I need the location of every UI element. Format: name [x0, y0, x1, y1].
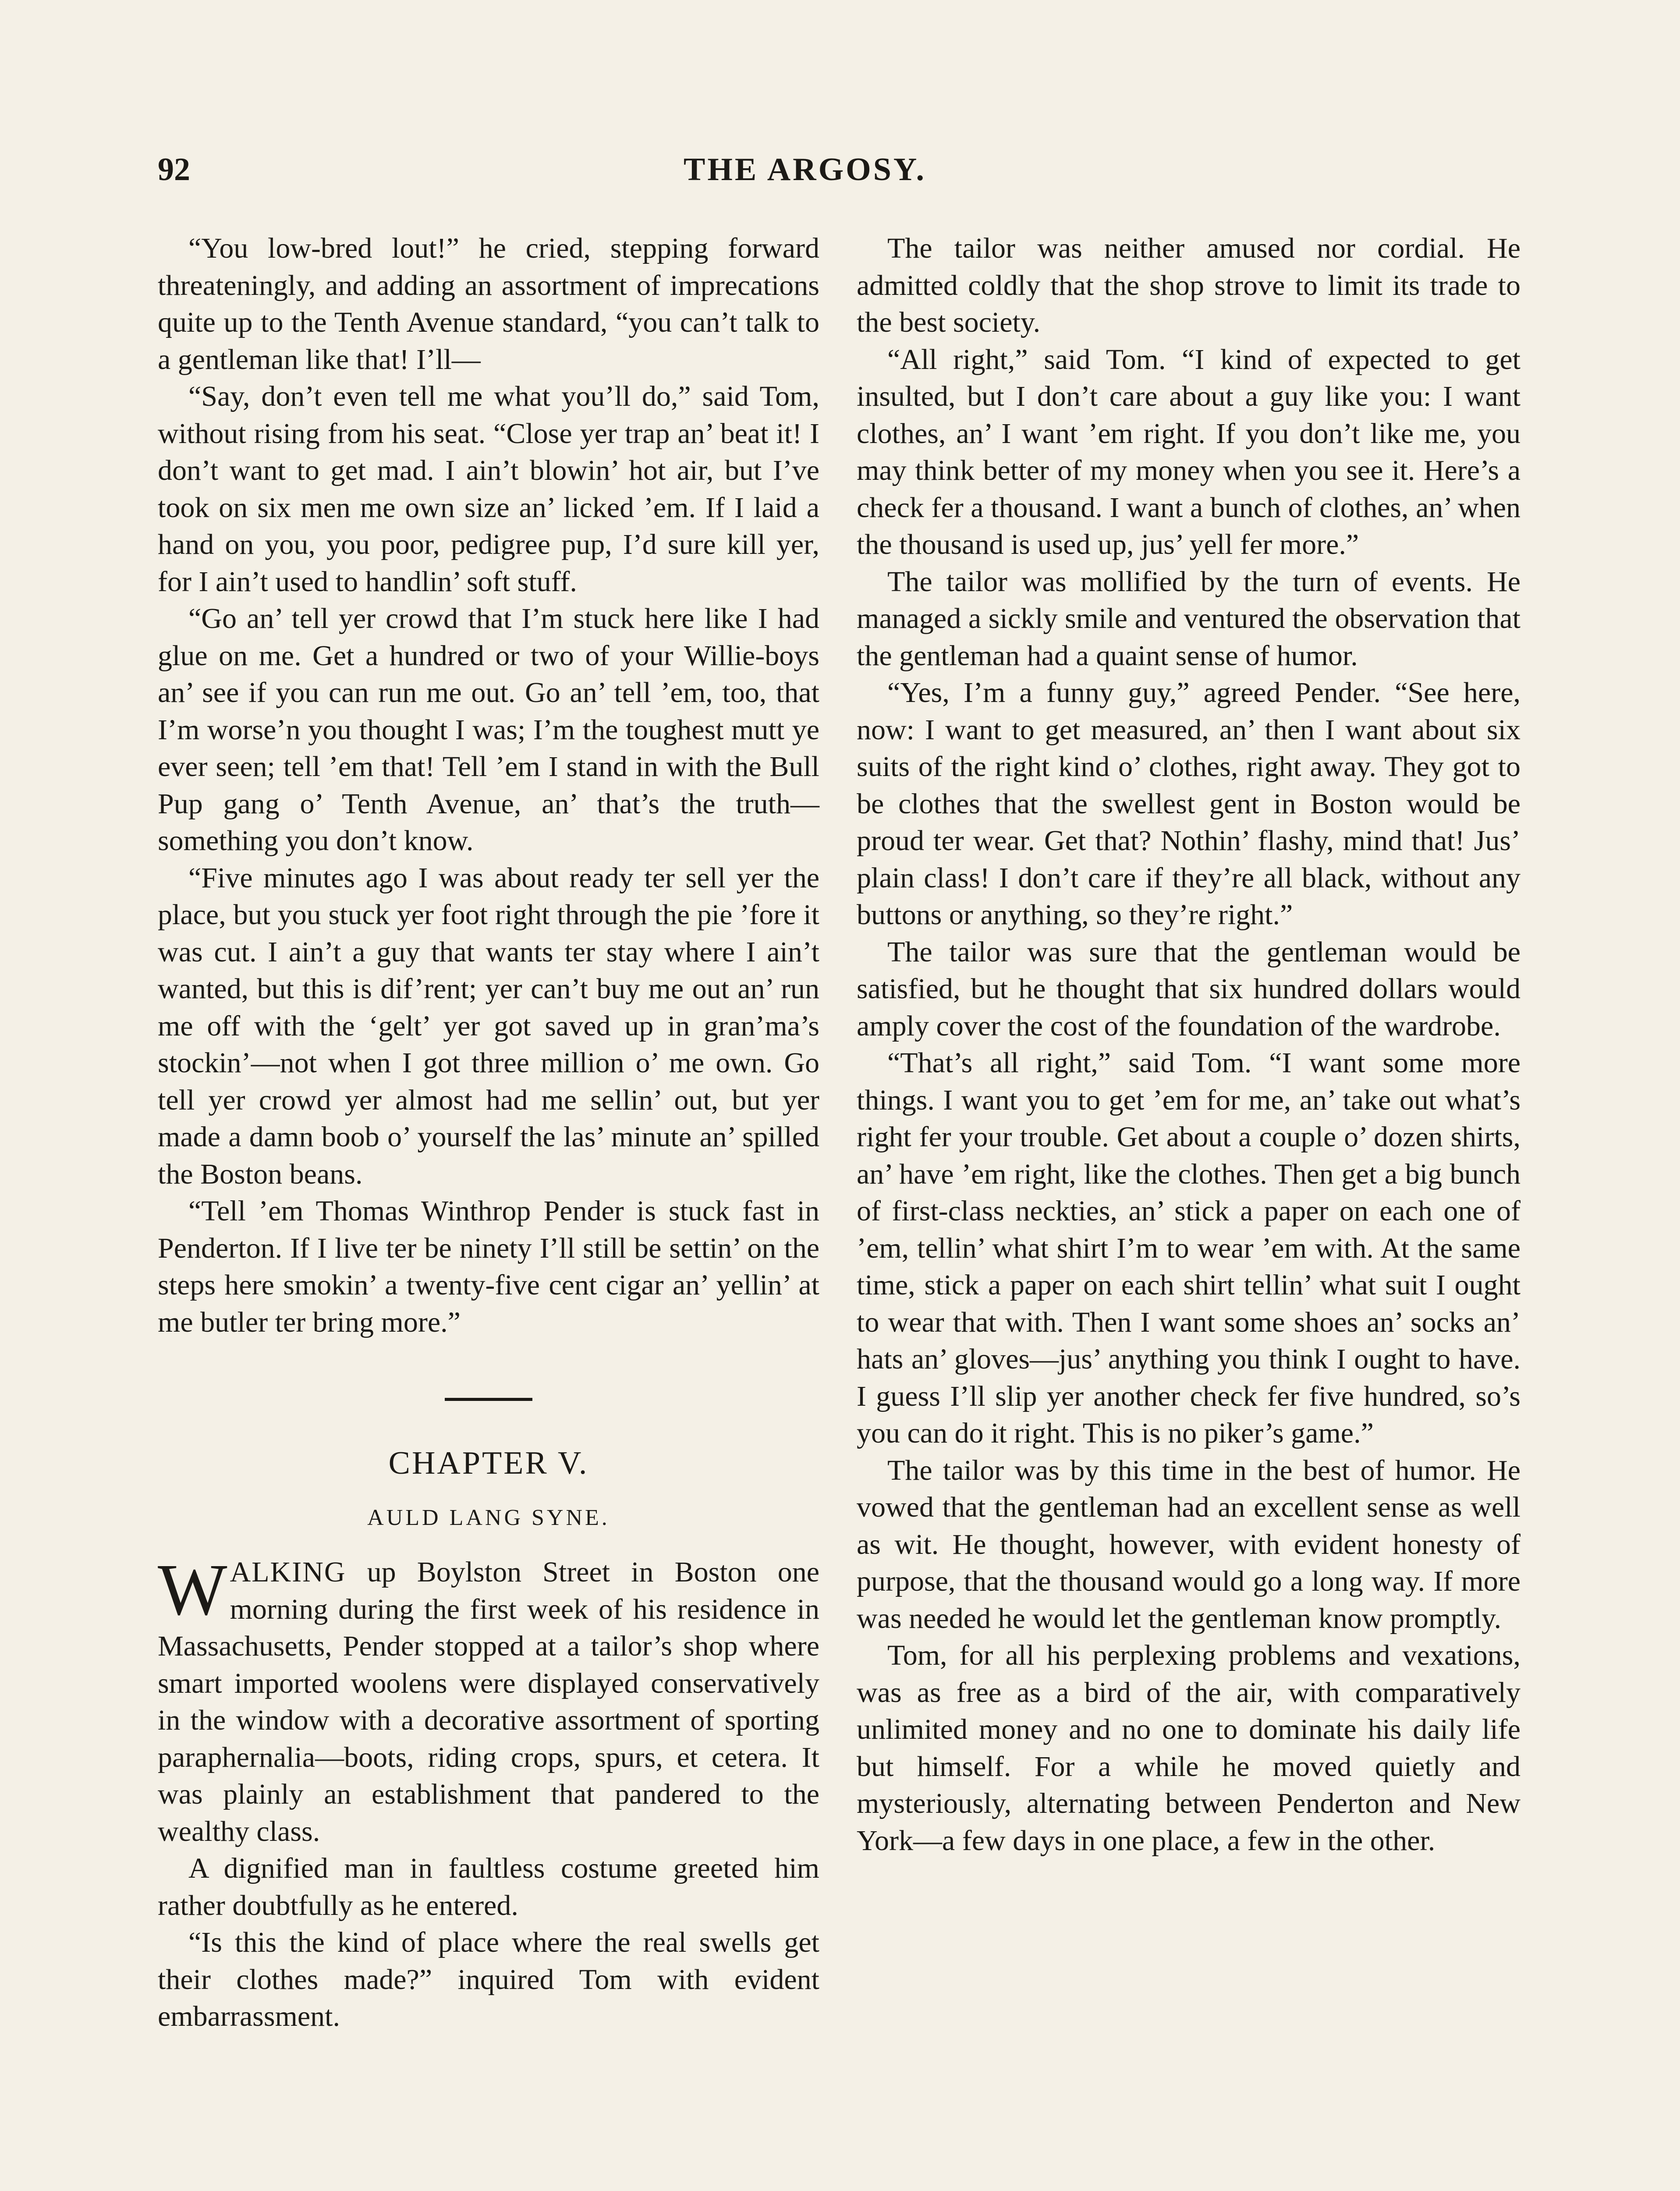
paragraph: “Yes, I’m a funny guy,” agreed Pender. “See here, now: I want to get measured, an’ then I want about six suits of the right kind o’ clothes, right away. They got to be clothes that the swellest gent in Boston would be proud ter wear. Get that? Nothin’ flashy, mind that! Jus’ plain class! I don’t care if they’re all black, without any buttons or anything, so they’re right.”	[857, 677, 1521, 931]
chapter-subtitle: AULD LANG SYNE.	[367, 1505, 610, 1530]
paragraph: The tailor was by this time in the best of humor. He vowed that the gentleman had an excellent sense as well as wit. He thought, however, with evident honesty of purpose, that the thousand would go a long way. If more was needed he would let the gentleman know promptly.	[857, 1454, 1521, 1634]
left-column	[158, 230, 819, 2035]
paragraph: The tailor was mollified by the turn of events. He managed a sickly smile and ventured the observation that the gentleman had a quaint sense of humor.	[857, 565, 1521, 672]
paragraph: Tom, for all his perplexing problems and vexations, was as free as a bird of the air, with comparatively unlimited money and no one to dominate his daily life but himself. For a while he moved quietly and mysteriously, alternating between Penderton and New York—a few days in one place, a few in the other.	[857, 1639, 1521, 1857]
paragraph: The tailor was neither amused nor cordial. He admitted coldly that the shop strove to limit its trade to the best society.	[857, 232, 1521, 338]
paragraph: “You low-bred lout!” he cried, stepping forward threateningly, and adding an assortment of imprecations quite up to the Tenth Avenue standard, “you can’t talk to a gentleman like that! I’ll—	[158, 232, 819, 376]
lead-word: ALKING	[230, 1556, 346, 1588]
running-head: THE ARGOSY.	[684, 152, 926, 188]
page-number: 92	[158, 152, 190, 188]
paragraph: “That’s all right,” said Tom. “I want some more things. I want you to get ’em for me, an’ take out what’s right fer your trouble. Get about a couple o’ dozen shirts, an’ have ’em right, like the clothes. Then get a big bunch of first-class neckties, an’ stick a paper on each one of ’em, tellin’ what shirt I’m to wear ’em with. At the same time, stick a paper on each shirt tellin’ what suit I ought to wear that with. Then I want some shoes an’ socks an’ hats an’ gloves—jus’ anything you think I ought to have. I guess I’ll slip yer another check fer five hundred, so’s you can do it right. This is no piker’s game.”	[857, 1047, 1521, 1449]
paragraph: “Go an’ tell yer crowd that I’m stuck here like I had glue on me. Get a hundred or two of your Willie-boys an’ see if you can run me out. Go an’ tell ’em, too, that I’m worse’n you thought I was; I’m the toughest mutt ye ever seen; tell ’em that! Tell ’em I stand in with the Bull Pup gang o’ Tenth Avenue, an’ that’s the truth—something you don’t know.	[158, 603, 819, 857]
opening-paragraph-text: up Boylston Street in Boston one morning during the first week of his residence in Massachusetts, Pender stopped at a tailor’s shop where smart imported woolens were displayed conservatively in the window with a decorative assortment of sporting paraphernalia—boots, riding crops, spurs, et cetera. It was plainly an establishment that pandered to the wealthy class.	[158, 1556, 819, 1847]
section-divider-rule	[445, 1398, 532, 1401]
drop-cap: W	[158, 1549, 227, 1631]
paragraph: “Say, don’t even tell me what you’ll do,” said Tom, without rising from his seat. “Close yer trap an’ beat it! I don’t want to get mad. I ain’t blowin’ hot air, but I’ve took on six men me own size an’ licked ’em. If I laid a hand on you, you poor, pedigree pup, I’d sure kill yer, for I ain’t used to handlin’ soft stuff.	[158, 380, 819, 598]
chapter-title: CHAPTER V.	[388, 1445, 589, 1481]
paragraph: The tailor was sure that the gentleman would be satisfied, but he thought that six hundred dollars would amply cover the cost of the foundation of the wardrobe.	[857, 936, 1521, 1042]
paragraph: “Is this the kind of place where the real swells get their clothes made?” inquired Tom with evident embarrassment.	[158, 1926, 819, 2032]
paragraph: A dignified man in faultless costume greeted him rather doubtfully as he entered.	[158, 1852, 819, 1922]
right-column	[857, 230, 1521, 1859]
paragraph: “Tell ’em Thomas Winthrop Pender is stuck fast in Penderton. If I live ter be ninety I’ll still be settin’ on the steps here smokin’ a twenty-five cent cigar an’ yellin’ at me butler ter bring more.”	[158, 1195, 819, 1338]
paragraph: “Five minutes ago I was about ready ter sell yer the place, but you stuck yer foot right through the pie ’fore it was cut. I ain’t a guy that wants ter stay where I ain’t wanted, but this is dif’rent; yer can’t buy me out an’ run me off with the ‘gelt’ yer got saved up in gran’ma’s stockin’—not when I got three million o’ me own. Go tell yer crowd yer almost had me sellin’ out, but yer made a damn boob o’ yourself the las’ minute an’ spilled the Boston beans.	[158, 862, 819, 1190]
paragraph: “All right,” said Tom. “I kind of expected to get insulted, but I don’t care about a guy like you: I want clothes, an’ I want ’em right. If you don’t like me, you may think better of my money when you see it. Here’s a check fer a thousand. I want a bunch of clothes, an’ when the thousand is used up, jus’ yell fer more.”	[857, 343, 1521, 560]
chapter-opening-paragraph	[158, 1549, 819, 1850]
